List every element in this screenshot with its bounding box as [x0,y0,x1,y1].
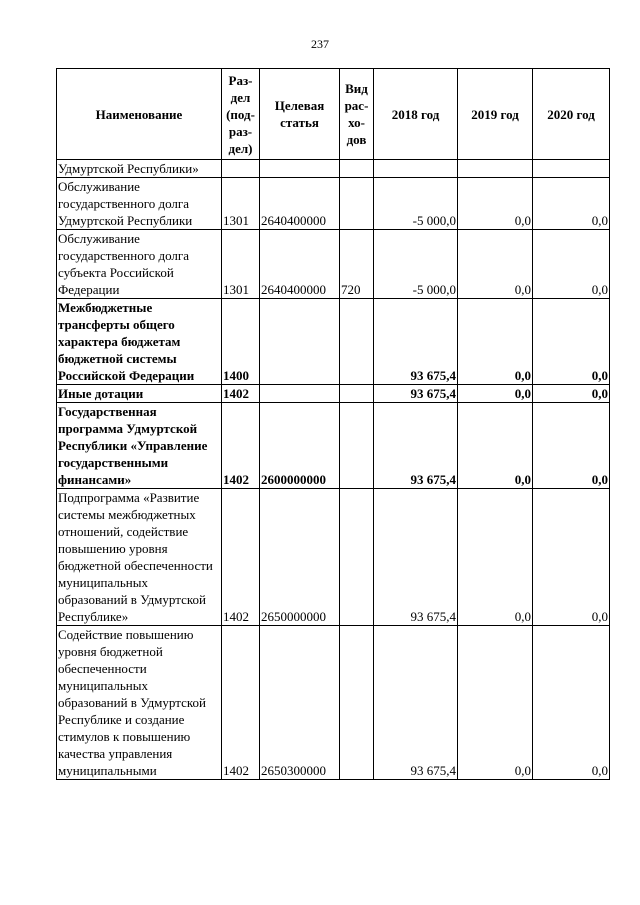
row-name: Межбюджетные трансферты общего характера бюджетам бюджетной системы Российской Федерации [57,299,222,385]
row-2019: 0,0 [458,403,533,489]
row-article: 2650000000 [260,489,340,626]
row-article: 2650300000 [260,626,340,780]
row-name: Содействие повышению уровня бюджетной обеспеченности муниципальных образований в Удмуртской Республике и создание стимулов к повышению качества управления муниципальными [57,626,222,780]
row-2018: 93 675,4 [374,299,458,385]
row-2018 [374,160,458,178]
row-article: 2640400000 [260,230,340,299]
row-section [222,160,260,178]
row-2020: 0,0 [533,489,610,626]
col-header-2020: 2020 год [533,69,610,160]
row-article: 2600000000 [260,403,340,489]
row-expense [340,299,374,385]
row-name: Государственная программа Удмуртской Республики «Управление государственными финансами» [57,403,222,489]
table-row [57,299,610,385]
row-2019: 0,0 [458,489,533,626]
row-2020: 0,0 [533,299,610,385]
row-2018: 93 675,4 [374,489,458,626]
col-header-name: Наименование [57,69,222,160]
row-2019: 0,0 [458,385,533,403]
row-2018: 93 675,4 [374,403,458,489]
row-section: 1402 [222,403,260,489]
row-expense [340,626,374,780]
table-row [57,230,610,299]
col-header-section: Раз- дел (под- раз- дел) [222,69,260,160]
row-expense [340,403,374,489]
table-row [57,403,610,489]
col-header-2018: 2018 год [374,69,458,160]
row-expense [340,489,374,626]
table-header-row [57,69,610,160]
row-2020: 0,0 [533,626,610,780]
table-row [57,160,610,178]
row-section: 1301 [222,230,260,299]
row-2018: -5 000,0 [374,230,458,299]
row-name: Удмуртской Республики» [57,160,222,178]
row-article [260,385,340,403]
row-2019: 0,0 [458,230,533,299]
row-2020: 0,0 [533,178,610,230]
row-expense [340,160,374,178]
row-2019: 0,0 [458,299,533,385]
row-section: 1402 [222,489,260,626]
row-expense: 720 [340,230,374,299]
row-article [260,299,340,385]
row-2018: 93 675,4 [374,385,458,403]
row-section: 1301 [222,178,260,230]
table-row [57,385,610,403]
page-number: 237 [311,37,329,51]
table-row [57,178,610,230]
row-2018: 93 675,4 [374,626,458,780]
row-expense [340,178,374,230]
col-header-2019: 2019 год [458,69,533,160]
budget-table [56,68,610,780]
row-2018: -5 000,0 [374,178,458,230]
col-header-article: Целевая статья [260,69,340,160]
row-expense [340,385,374,403]
table-row [57,626,610,780]
row-2020: 0,0 [533,230,610,299]
row-name: Иные дотации [57,385,222,403]
row-section: 1400 [222,299,260,385]
row-section: 1402 [222,626,260,780]
row-section: 1402 [222,385,260,403]
row-2019: 0,0 [458,626,533,780]
row-article [260,160,340,178]
row-2019 [458,160,533,178]
row-article: 2640400000 [260,178,340,230]
row-name: Подпрограмма «Развитие системы межбюджетных отношений, содействие повышению уровня бюджетной обеспеченности муниципальных образований в Удмуртской Республике» [57,489,222,626]
table-row [57,489,610,626]
row-2019: 0,0 [458,178,533,230]
row-2020: 0,0 [533,403,610,489]
row-2020: 0,0 [533,385,610,403]
row-name: Обслуживание государственного долга субъекта Российской Федерации [57,230,222,299]
row-2020 [533,160,610,178]
row-name: Обслуживание государственного долга Удмуртской Республики [57,178,222,230]
col-header-expense: Вид рас- хо- дов [340,69,374,160]
